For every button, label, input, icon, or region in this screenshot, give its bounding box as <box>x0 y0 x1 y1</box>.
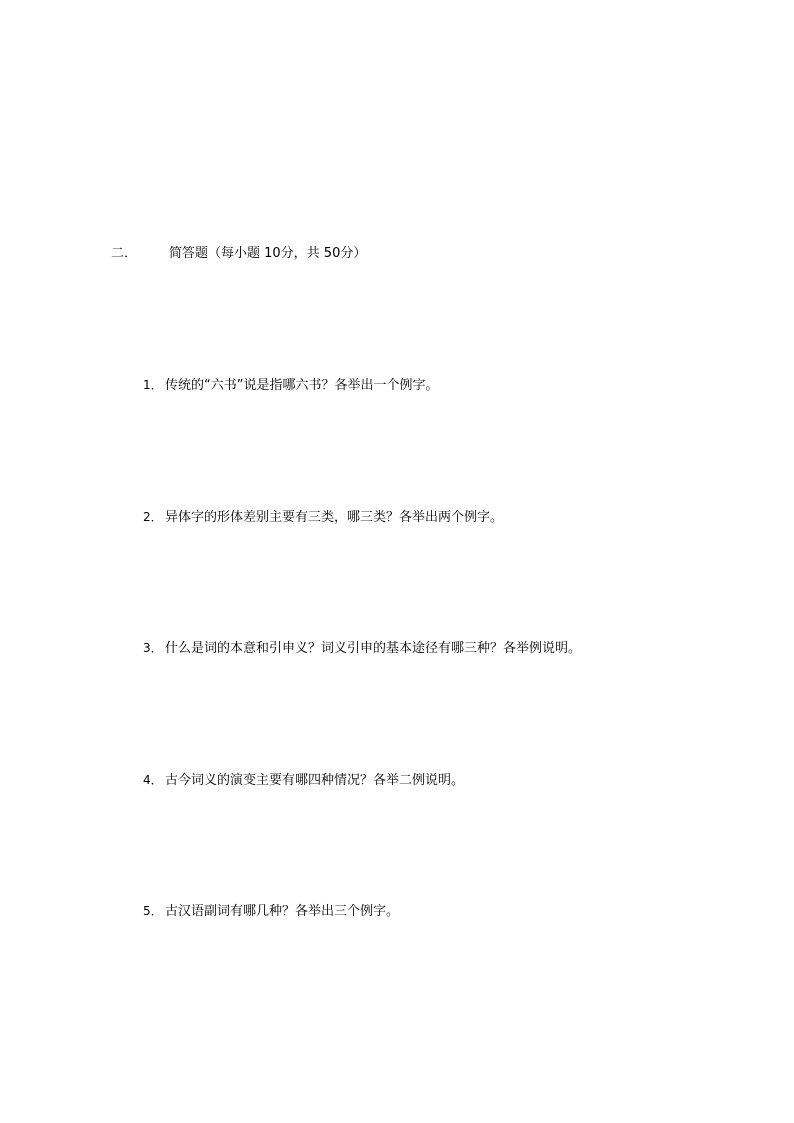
question-text: 古今词义的演变主要有哪四种情况？各举二例说明。 <box>165 773 465 788</box>
question-item <box>143 638 581 659</box>
question-text: 古汉语副词有哪几种？各举出三个例字。 <box>165 904 400 919</box>
question-number: 1． <box>143 378 163 392</box>
question-text: 异体字的形体差别主要有三类，哪三类？各举出两个例字。 <box>165 510 504 525</box>
section-title: 简答题（每小题 10分，共 50分） <box>169 246 367 261</box>
question-item <box>143 901 399 922</box>
question-number: 2． <box>143 510 163 524</box>
question-number: 4． <box>143 773 163 787</box>
question-item <box>143 375 438 396</box>
question-text: 什么是词的本意和引申义？词义引申的基本途径有哪三种？各举例说明。 <box>165 641 582 656</box>
question-number: 5． <box>143 904 163 918</box>
section-heading <box>111 244 366 264</box>
question-number: 3． <box>143 641 163 655</box>
section-number: 二． <box>111 246 138 261</box>
question-text: 传统的“六书”说是指哪六书？各举出一个例字。 <box>165 378 439 393</box>
question-item <box>143 770 464 791</box>
question-item <box>143 507 503 528</box>
